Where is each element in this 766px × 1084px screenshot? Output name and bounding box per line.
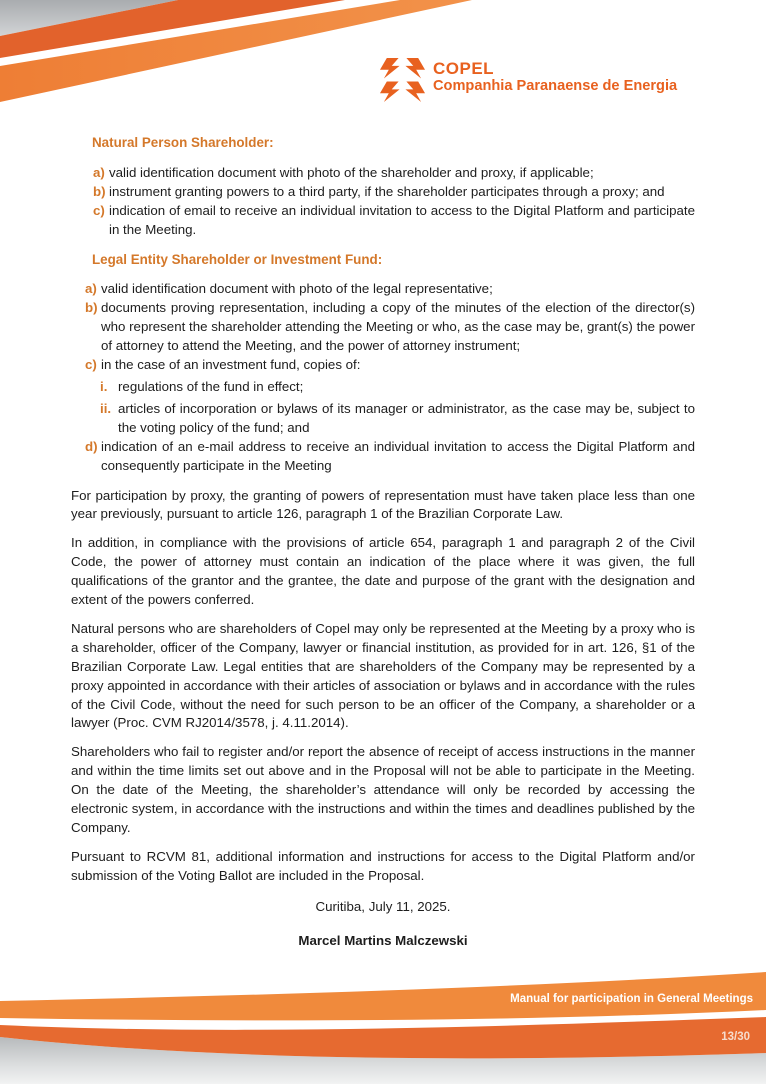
list-legal-entity [71, 280, 695, 475]
list-item [93, 183, 695, 202]
list-marker: c) [85, 357, 97, 373]
sub-list-item [100, 400, 695, 438]
list-natural-person [71, 164, 695, 240]
paragraph-representation: Natural persons who are shareholders of Copel may only be represented at the Meeting by a proxy who is a shareholder, officer of the Company, lawyer or financial institution, as provided for in art. 126, §1 of the Brazilian Corporate Law. Legal entities that are shareholders of the Company may be represented by a proxy appointed in accordance with their articles of association or bylaws and in accordance with the rules of the Civil Code, without the need for such person to be an officer of the Company, a shareholder or a lawyer (Proc. CVM RJ2014/3578, j. 4.11.2014). [71, 620, 695, 731]
page-footer [0, 960, 766, 1084]
copel-logo-text [433, 57, 677, 94]
sub-list-item-text: regulations of the fund in effect; [118, 378, 304, 394]
footer-ribbon-label: Manual for participation in General Meetings [510, 993, 753, 1005]
paragraph-proxy-powers: For participation by proxy, the granting of powers of representation must have taken place less than one year previously, pursuant to article 126, paragraph 1 of the Brazilian Corporate Law. [71, 487, 695, 522]
sub-list-item-text: articles of incorporation or bylaws of its manager or administrator, as the case may be, subject to the voting policy of the fund; and [118, 400, 695, 435]
list-item [85, 299, 695, 356]
list-item [93, 164, 695, 183]
dateline: Curitiba, July 11, 2025. [315, 898, 451, 914]
section-heading-legal-entity: Legal Entity Shareholder or Investment Fund: [92, 251, 383, 267]
copel-logo-icon [379, 57, 426, 104]
paragraph-civil-code: In addition, in compliance with the provisions of article 654, paragraph 1 and paragraph 2 of the Civil Code, the power of attorney must contain an indication of the place where it was given, the full qualifications of the grantor and the grantee, the date and purpose of the grant with the designation and extent of the powers conferred. [71, 535, 695, 608]
footer-page-number: 13/30 [721, 1031, 750, 1043]
list-marker: d) [85, 438, 98, 454]
list-marker: b) [93, 183, 106, 199]
list-item-text: in the case of an investment fund, copies of: [101, 357, 361, 373]
sub-list-item [100, 378, 695, 397]
sub-list-marker: i. [100, 378, 108, 394]
list-item [93, 202, 695, 240]
list-marker: a) [93, 164, 105, 180]
list-item-text: valid identification document with photo of the shareholder and proxy, if applicable; [109, 164, 594, 180]
document-body [71, 127, 695, 961]
section-heading-natural-person: Natural Person Shareholder: [92, 135, 274, 150]
list-marker: a) [85, 281, 97, 297]
logo-company-name: COPEL [433, 59, 495, 78]
list-item [85, 356, 695, 375]
list-marker: b) [85, 300, 98, 316]
list-item-text: indication of an e-mail address to receive an individual invitation to access the Digital Platform and consequently participate in the Meeting [101, 438, 695, 473]
list-item [85, 280, 695, 299]
copel-logo [379, 57, 677, 104]
page-header [0, 0, 766, 115]
paragraph-registration: Shareholders who fail to register and/or report the absence of receipt of access instructions in the manner and within the time limits set out above and in the Proposal will not be able to participate in the Meeting. On the date of the Meeting, the shareholder’s attendance will only be recorded by accessing the electronic system, in accordance with the instructions and within the times and deadlines published by the Company. [71, 744, 695, 835]
list-item-text: indication of email to receive an individual invitation to access to the Digital Platform and participate in the Meeting. [109, 202, 695, 237]
list-marker: c) [93, 202, 105, 218]
paragraph-rcvm81: Pursuant to RCVM 81, additional information and instructions for access to the Digital Platform and/or submission of the Voting Ballot are included in the Proposal. [71, 848, 695, 883]
list-item-text: valid identification document with photo of the legal representative; [101, 281, 493, 297]
list-item-text: instrument granting powers to a third party, if the shareholder participates through a proxy; and [109, 183, 665, 199]
footer-swoosh-decoration [0, 960, 766, 1084]
list-item [85, 438, 695, 476]
list-item-text: documents proving representation, including a copy of the minutes of the election of the director(s) who represent the shareholder attending the Meeting or who, as the case may be, grant(s) the power of attorney to attend the Meeting, and the power of attorney instrument; [101, 300, 695, 354]
logo-company-subtitle: Companhia Paranaense de Energia [433, 78, 678, 94]
sub-list-marker: ii. [100, 400, 112, 416]
signature-name: Marcel Martins Malczewski [298, 932, 468, 948]
